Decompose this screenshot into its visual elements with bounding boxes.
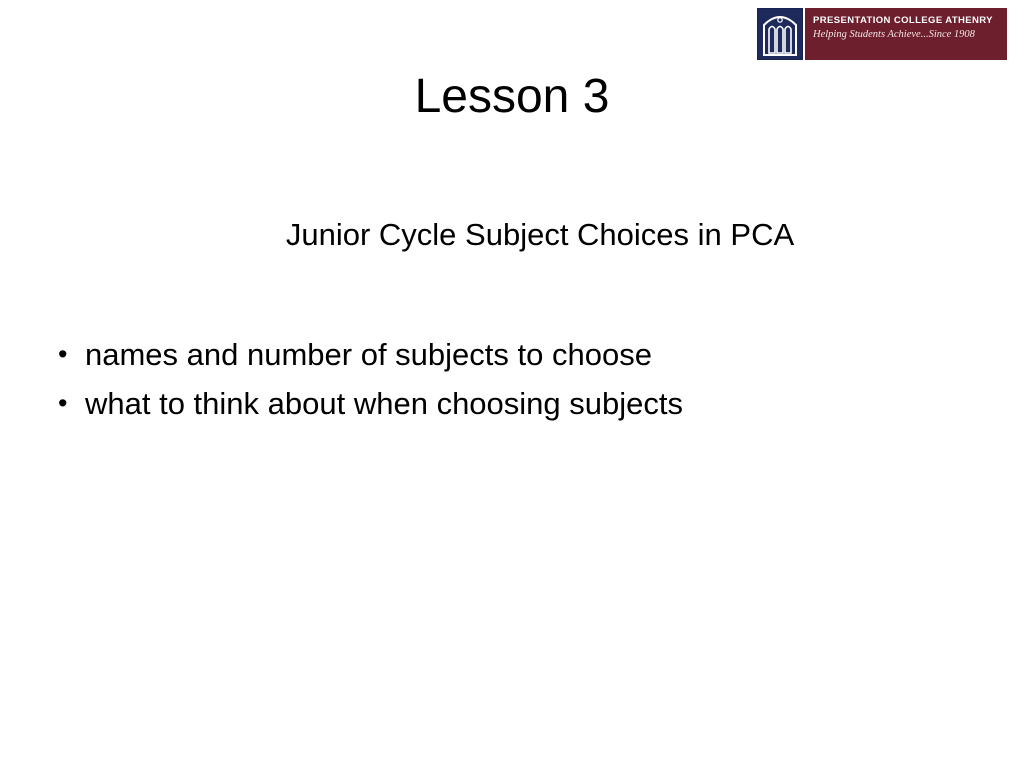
bullet-marker: • (58, 339, 68, 369)
crest-graphic (760, 11, 800, 57)
bullet-text: what to think about when choosing subjects (85, 386, 683, 421)
slide-title: Lesson 3 (414, 70, 610, 123)
school-logo (757, 8, 1007, 60)
slide-subtitle: Junior Cycle Subject Choices in PCA (285, 217, 795, 252)
bullet-marker: • (58, 388, 68, 418)
bullet-text: names and number of subjects to choose (85, 337, 652, 372)
logo-banner (805, 8, 1007, 60)
school-name: PRESENTATION COLLEGE ATHENRY (813, 15, 993, 26)
bullet-list (58, 330, 683, 428)
school-tagline: Helping Students Achieve...Since 1908 (813, 29, 975, 40)
bullet-item (58, 379, 683, 428)
bullet-item (58, 330, 683, 379)
gothic-window-crest-icon (757, 8, 803, 60)
